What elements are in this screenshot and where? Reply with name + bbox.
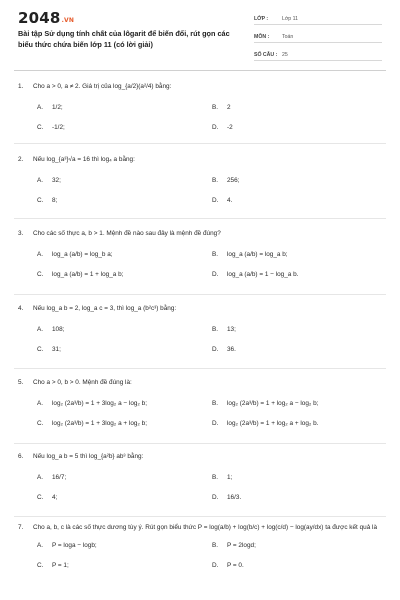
option-a[interactable] (37, 251, 113, 258)
header-divider (14, 70, 386, 71)
question-text: Cho a > 0, b > 0. Mệnh đề đúng là: (33, 379, 132, 386)
option-letter: C. (37, 494, 44, 501)
option-text: 13; (227, 326, 236, 333)
option-letter: C. (37, 420, 44, 427)
option-letter: D. (212, 346, 219, 353)
option-letter: A. (37, 326, 44, 333)
question-5 (18, 378, 386, 427)
option-text: 36. (227, 346, 236, 353)
question-number: 3. (18, 230, 24, 237)
option-b[interactable] (212, 474, 232, 481)
option-letter: B. (212, 474, 219, 481)
document-title: Bài tập Sử dụng tính chất của lôgarit để biến đổi, rút gọn các biểu thức chứa biến lớp 11 (có lời giải) (18, 29, 230, 49)
option-text: 1/2; (52, 104, 63, 111)
option-a[interactable] (37, 326, 64, 333)
option-c[interactable] (37, 562, 69, 569)
option-a[interactable] (37, 104, 63, 111)
question-stem (18, 229, 386, 238)
question-divider (14, 294, 386, 295)
option-list (18, 461, 386, 501)
question-2 (18, 155, 386, 204)
question-number: 4. (18, 305, 24, 312)
option-d[interactable] (212, 494, 241, 501)
option-letter: A. (37, 251, 44, 258)
option-d[interactable] (212, 346, 236, 353)
question-1 (18, 82, 386, 131)
option-list (18, 529, 386, 569)
option-b[interactable] (212, 542, 256, 549)
site-logo[interactable] (18, 9, 74, 27)
option-letter: D. (212, 124, 219, 131)
option-text: log_a (a/b) = 1 + log_a b; (52, 271, 124, 278)
question-stem (18, 82, 386, 91)
option-text: 4; (52, 494, 58, 501)
option-letter: C. (37, 346, 44, 353)
option-text: log₂ (2a³/b) = 1 + log₂ a + log₂ b. (227, 420, 319, 427)
option-text: 108; (52, 326, 65, 333)
meta-label: MÔN : (254, 34, 270, 40)
option-letter: B. (212, 326, 219, 333)
option-letter: A. (37, 474, 44, 481)
option-a[interactable] (37, 474, 66, 481)
question-6 (18, 452, 386, 501)
option-text: log₂ (2a³/b) = 1 + 3log₂ a + log₂ b; (52, 420, 148, 427)
option-b[interactable] (212, 326, 236, 333)
meta-value: 25 (282, 52, 288, 58)
question-3 (18, 229, 386, 278)
option-c[interactable] (37, 420, 147, 427)
option-letter: B. (212, 542, 219, 549)
option-letter: C. (37, 562, 44, 569)
option-d[interactable] (212, 562, 244, 569)
option-d[interactable] (212, 420, 318, 427)
question-text: Cho các số thực a, b > 1. Mệnh đề nào sau đây là mệnh đề đúng? (33, 230, 221, 237)
option-text: P = 2logd; (227, 542, 256, 549)
option-letter: B. (212, 400, 219, 407)
option-c[interactable] (37, 271, 123, 278)
meta-value: Toán (282, 34, 294, 40)
option-text: log₂ (2a³/b) = 1 + log₂ a − log₂ b; (227, 400, 319, 407)
document-meta (254, 10, 382, 64)
option-letter: C. (37, 197, 44, 204)
option-letter: A. (37, 542, 44, 549)
option-text: 16/3. (227, 494, 242, 501)
option-b[interactable] (212, 251, 288, 258)
question-stem (18, 155, 386, 164)
question-stem (18, 452, 386, 461)
option-letter: C. (37, 124, 44, 131)
meta-row-count (254, 46, 382, 61)
meta-row-subject (254, 28, 382, 43)
option-text: 2 (227, 104, 231, 111)
option-letter: B. (212, 251, 219, 258)
option-list (18, 313, 386, 353)
option-letter: D. (212, 562, 219, 569)
option-letter: A. (37, 104, 44, 111)
option-text: -1/2; (52, 124, 65, 131)
option-text: P = 0. (227, 562, 244, 569)
option-c[interactable] (37, 124, 65, 131)
option-list (18, 91, 386, 131)
option-text: -2 (227, 124, 233, 131)
option-text: log_a (a/b) = log_a b; (227, 251, 288, 258)
option-letter: D. (212, 420, 219, 427)
option-text: P = loga − logb; (52, 542, 97, 549)
option-list (18, 238, 386, 278)
option-b[interactable] (212, 177, 239, 184)
option-d[interactable] (212, 271, 298, 278)
question-number: 1. (18, 83, 24, 90)
option-text: 8; (52, 197, 58, 204)
option-a[interactable] (37, 542, 97, 549)
question-stem (18, 378, 386, 387)
meta-label: SỐ CÂU : (254, 52, 278, 58)
option-c[interactable] (37, 197, 57, 204)
question-text: Nếu log_{a³}√a = 16 thì log₄ a bằng: (33, 156, 135, 163)
meta-row-class (254, 10, 382, 25)
option-text: 4. (227, 197, 233, 204)
option-a[interactable] (37, 400, 147, 407)
question-number: 5. (18, 379, 24, 386)
option-letter: A. (37, 400, 44, 407)
option-text: P = 1; (52, 562, 69, 569)
question-divider (14, 443, 386, 444)
meta-label: LỚP : (254, 16, 269, 22)
option-text: log_a (a/b) = 1 − log_a b. (227, 271, 299, 278)
option-b[interactable] (212, 104, 231, 111)
question-stem (18, 304, 386, 313)
question-divider (14, 368, 386, 369)
question-number: 7. (18, 524, 24, 531)
question-divider (14, 516, 386, 517)
question-number: 6. (18, 453, 24, 460)
option-text: 256; (227, 177, 240, 184)
option-d[interactable] (212, 124, 233, 131)
option-c[interactable] (37, 346, 61, 353)
option-list (18, 387, 386, 427)
question-divider (14, 143, 386, 144)
option-text: log_a (a/b) = log_b a; (52, 251, 113, 258)
option-letter: D. (212, 271, 219, 278)
option-list (18, 164, 386, 204)
option-letter: D. (212, 494, 219, 501)
option-letter: A. (37, 177, 44, 184)
option-letter: D. (212, 197, 219, 204)
question-text: Cho a > 0, a ≠ 2. Giá trị của log_{a/2}(a²/4) bằng: (33, 83, 172, 90)
option-a[interactable] (37, 177, 61, 184)
question-text: Cho a, b, c là các số thực dương tùy ý. Rút gọn biểu thức P = log(a/b) + log(b/c) + log(c/d) − log(ay/dx) ta được kết quả là (33, 524, 378, 531)
option-text: 16/7; (52, 474, 67, 481)
option-letter: B. (212, 104, 219, 111)
logo-text: 2048 (18, 9, 61, 27)
option-text: 1; (227, 474, 233, 481)
question-4 (18, 304, 386, 353)
meta-value: Lớp 11 (282, 16, 298, 22)
question-text: Nếu log_a b = 5 thì log_{a²b} ab³ bằng: (33, 453, 144, 460)
question-text: Nếu log_a b = 2, log_a c = 3, thì log_a (b²c³) bằng: (33, 305, 177, 312)
logo-suffix: .VN (61, 17, 75, 24)
option-c[interactable] (37, 494, 57, 501)
option-b[interactable] (212, 400, 318, 407)
option-text: 32; (52, 177, 61, 184)
document-header (0, 0, 400, 68)
question-7 (18, 523, 386, 569)
option-letter: C. (37, 271, 44, 278)
question-divider (14, 218, 386, 219)
question-number: 2. (18, 156, 24, 163)
option-text: log₂ (2a³/b) = 1 + 3log₂ a − log₂ b; (52, 400, 148, 407)
option-letter: B. (212, 177, 219, 184)
option-d[interactable] (212, 197, 232, 204)
option-text: 31; (52, 346, 61, 353)
